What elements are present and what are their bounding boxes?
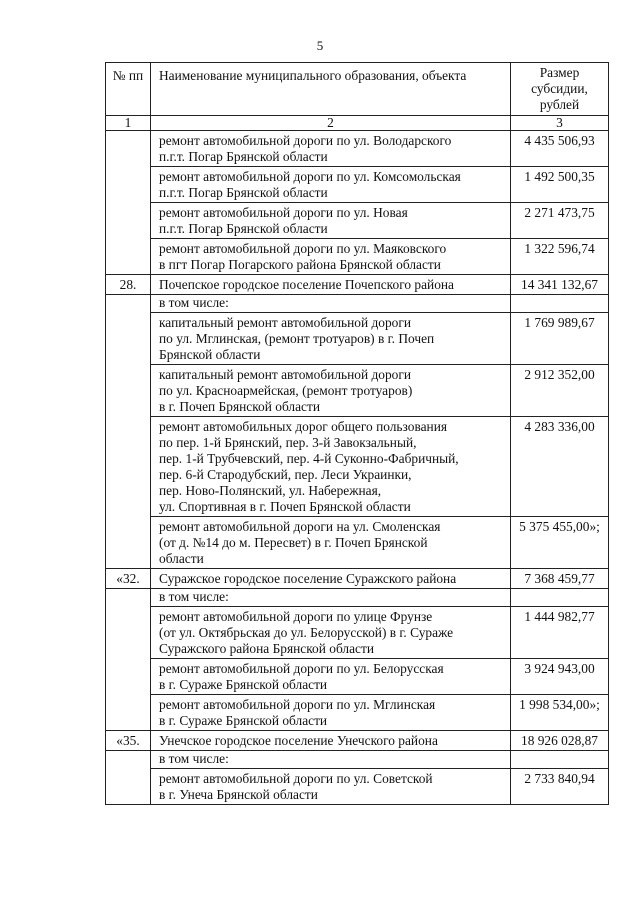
subsidy-amount: 1 322 596,74 [511, 239, 609, 275]
object-name: ремонт автомобильной дороги по ул. Новая п.г.т. Погар Брянской области [151, 203, 511, 239]
table-header-row [106, 63, 609, 116]
subsidy-amount: 2 271 473,75 [511, 203, 609, 239]
row-number-empty [106, 751, 151, 805]
object-name: ремонт автомобильной дороги на ул. Смоленская (от д. №14 до м. Пересвет) в г. Почеп Брянской области [151, 517, 511, 569]
object-name: ремонт автомобильной дороги по ул. Мглинская в г. Сураже Брянской области [151, 695, 511, 731]
group-head-row [106, 275, 609, 295]
row-number-empty [106, 295, 151, 569]
including-label: в том числе: [151, 751, 511, 769]
table-row [106, 365, 609, 417]
column-index-3: 3 [511, 116, 609, 131]
municipality-name: Почепское городское поселение Почепского района [151, 275, 511, 295]
object-name: ремонт автомобильной дороги по ул. Маяковского в пгт Погар Погарского района Брянской области [151, 239, 511, 275]
page-number: 5 [316, 38, 324, 53]
group-intro-row [106, 295, 609, 313]
header-amount: Размер субсидии, рублей [511, 63, 609, 116]
including-label: в том числе: [151, 295, 511, 313]
object-name: ремонт автомобильной дороги по ул. Советской в г. Унеча Брянской области [151, 769, 511, 805]
table-row [106, 239, 609, 275]
group-intro-row [106, 589, 609, 607]
subsidy-amount: 1 492 500,35 [511, 167, 609, 203]
table-row [106, 695, 609, 731]
table-row [106, 607, 609, 659]
row-number-empty [106, 131, 151, 275]
group-intro-row [106, 751, 609, 769]
group-head-row [106, 731, 609, 751]
object-name: ремонт автомобильной дороги по улице Фрунзе (от ул. Октябрьская до ул. Белорусской) в г. Сураже Суражского района Брянской области [151, 607, 511, 659]
subsidy-amount: 1 769 989,67 [511, 313, 609, 365]
subsidy-amount: 2 912 352,00 [511, 365, 609, 417]
table-row [106, 203, 609, 239]
municipality-total: 14 341 132,67 [511, 275, 609, 295]
subsidy-amount: 1 998 534,00»; [511, 695, 609, 731]
group-head-row [106, 569, 609, 589]
subsidy-amount [511, 589, 609, 607]
subsidy-amount [511, 751, 609, 769]
header-name: Наименование муниципального образования, объекта [151, 63, 511, 116]
object-name: капитальный ремонт автомобильной дороги по ул. Мглинская, (ремонт тротуаров) в г. Почеп Брянской области [151, 313, 511, 365]
municipality-total: 7 368 459,77 [511, 569, 609, 589]
subsidy-amount: 1 444 982,77 [511, 607, 609, 659]
subsidy-amount [511, 295, 609, 313]
table-row [106, 659, 609, 695]
table-row [106, 417, 609, 517]
table-row [106, 167, 609, 203]
object-name: ремонт автомобильной дороги по ул. Володарского п.г.т. Погар Брянской области [151, 131, 511, 167]
column-index-row [106, 116, 609, 131]
subsidy-amount: 4 283 336,00 [511, 417, 609, 517]
subsidy-amount: 4 435 506,93 [511, 131, 609, 167]
subsidy-amount: 3 924 943,00 [511, 659, 609, 695]
table-body [106, 131, 609, 805]
object-name: ремонт автомобильной дороги по ул. Белорусская в г. Сураже Брянской области [151, 659, 511, 695]
subsidy-table [105, 62, 609, 805]
municipality-total: 18 926 028,87 [511, 731, 609, 751]
table-row [106, 517, 609, 569]
object-name: капитальный ремонт автомобильной дороги по ул. Красноармейская, (ремонт тротуаров) в г. Почеп Брянской области [151, 365, 511, 417]
row-number: 28. [106, 275, 151, 295]
subsidy-amount: 5 375 455,00»; [511, 517, 609, 569]
table-row [106, 769, 609, 805]
row-number-empty [106, 589, 151, 731]
table-row [106, 131, 609, 167]
municipality-name: Унечское городское поселение Унечского района [151, 731, 511, 751]
subsidy-amount: 2 733 840,94 [511, 769, 609, 805]
header-num: № пп [106, 63, 151, 116]
column-index-1: 1 [106, 116, 151, 131]
table-row [106, 313, 609, 365]
row-number: «32. [106, 569, 151, 589]
object-name: ремонт автомобильных дорог общего пользования по пер. 1-й Брянский, пер. 3-й Завокзальный, пер. 1-й Трубчевский, пер. 4-й Суконно-Фабричный, пер. 6-й Стародубский, пер. Леси Украинки, пер. Ново-Полянский, ул. Набережная, ул. Спортивная в г. Почеп Брянской области [151, 417, 511, 517]
column-index-2: 2 [151, 116, 511, 131]
object-name: ремонт автомобильной дороги по ул. Комсомольская п.г.т. Погар Брянской области [151, 167, 511, 203]
municipality-name: Суражское городское поселение Суражского района [151, 569, 511, 589]
row-number: «35. [106, 731, 151, 751]
including-label: в том числе: [151, 589, 511, 607]
